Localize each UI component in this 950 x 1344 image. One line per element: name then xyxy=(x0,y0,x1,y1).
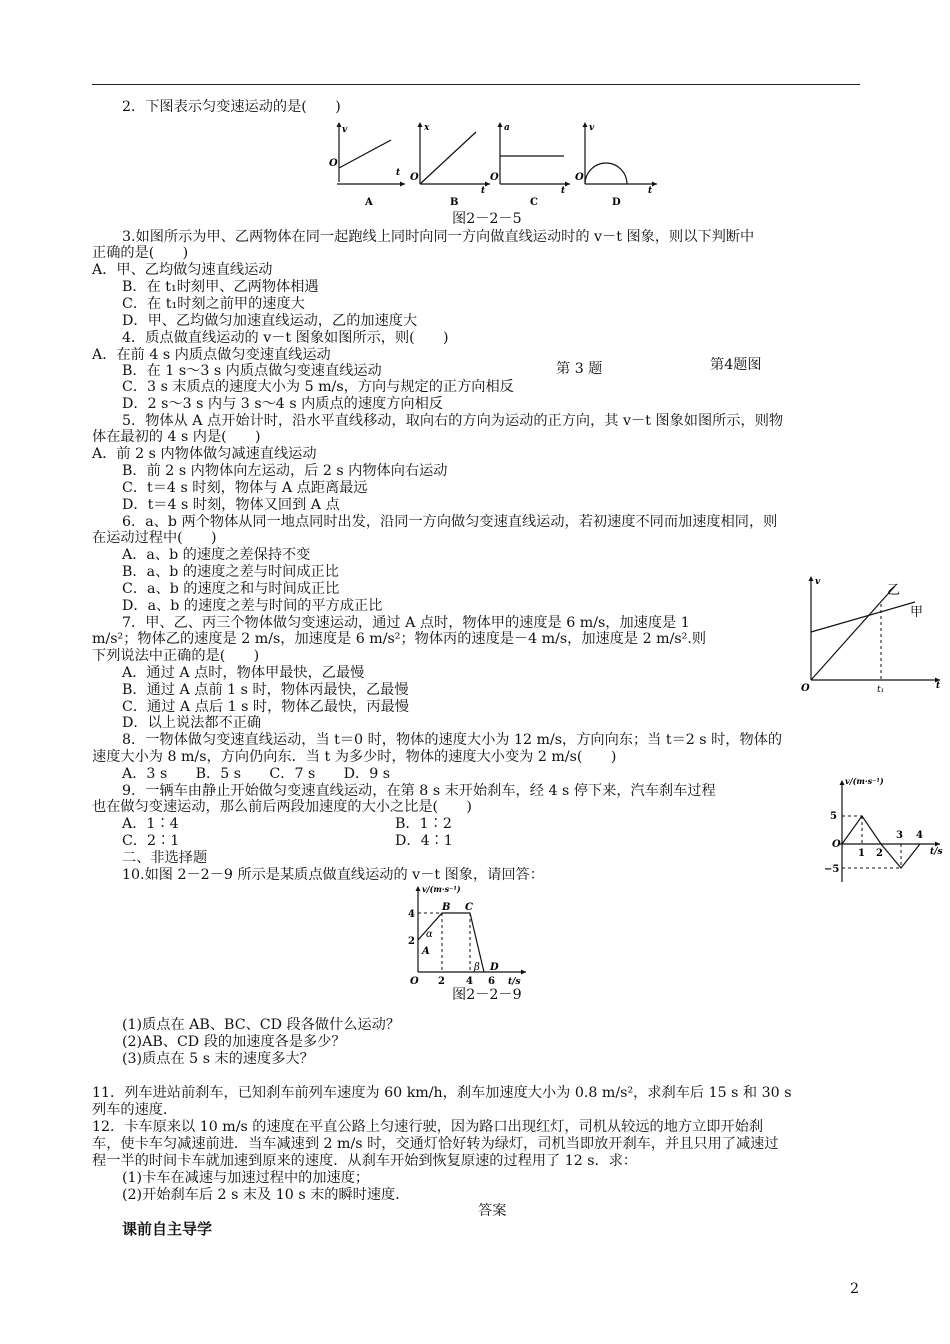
q4-option-c: C．3 s 末质点的速度大小为 5 m/s，方向与规定的正方向相反 xyxy=(122,379,514,395)
t1-label: t₁ xyxy=(877,685,885,695)
q9-stem-2: 也在做匀变速运动，那么前后两段加速度的大小之比是( ) xyxy=(92,799,472,815)
tick-2: 2 xyxy=(876,848,883,859)
q3-option-a: A．甲、乙均做匀速直线运动 xyxy=(92,262,273,278)
series-jia-line xyxy=(811,602,915,632)
q9-stem-1: 9．一辆车由静止开始做匀变速直线运动，在第 8 s 末开始刹车，经 4 s 停下来，汽车刹车过程 xyxy=(122,783,716,799)
q10-stem: 10.如图 2－2－9 所示是某质点做直线运动的 v－t 图象，请回答： xyxy=(122,867,544,883)
q4-option-d: D．2 s～3 s 内与 3 s～4 s 内质点的速度方向相反 xyxy=(122,396,443,412)
q4-figure xyxy=(812,774,947,886)
answer-title: 答案 xyxy=(478,1203,507,1219)
q2-graph-c xyxy=(490,118,580,208)
tick-y2: 2 xyxy=(408,936,415,947)
q5-stem-2: 体在最初的 4 s 内是( ) xyxy=(92,429,261,445)
axis-y-label: v/(m·s⁻¹) xyxy=(845,776,884,786)
q7-option-a: A．通过 A 点时，物体甲最快，乙最慢 xyxy=(122,665,365,681)
origin-label: O xyxy=(575,172,584,183)
q6-option-b: B．a、b 的速度之差与时间成正比 xyxy=(122,564,339,580)
q4-option-a: A．在前 4 s 内质点做匀变速直线运动 xyxy=(92,347,331,363)
tick-x4: 4 xyxy=(466,976,473,987)
axis-x-label: t xyxy=(481,186,486,196)
tick-x2: 2 xyxy=(438,976,445,987)
tick-3: 3 xyxy=(896,830,903,841)
q6-stem-2: 在运动过程中( ) xyxy=(92,530,217,546)
q6-option-a: A．a、b 的速度之差保持不变 xyxy=(122,547,311,563)
y-axis-arrow xyxy=(583,122,588,127)
axis-y-label: v xyxy=(342,125,348,135)
q4-option-b: B．在 1 s～3 s 内质点做匀变速直线运动 xyxy=(122,363,382,379)
axis-y-label: v xyxy=(589,123,595,133)
q9-option-d: D．4∶1 xyxy=(395,833,453,849)
axis-x-label: t xyxy=(396,168,401,178)
q3-stem-1: 3.如图所示为甲、乙两物体在同一起跑线上同时向同一方向做直线运动时的 v－t 图象，则以下判断中 xyxy=(122,229,755,245)
q5-stem-1: 5．物体从 A 点开始计时，沿水平直线移动，取向右的方向为运动的正方向，其 v－t 图象如图所示，则物 xyxy=(122,413,784,429)
axis-x-label: t/s xyxy=(508,977,521,987)
q11-line-2: 列车的速度． xyxy=(92,1102,178,1118)
angle-alpha-label: α xyxy=(426,929,433,940)
q12-line-2: 车，使卡车匀减速前进．当车减速到 2 m/s 时，交通灯恰好转为绿灯，司机当即放开刹车，并且只用了减速过 xyxy=(92,1136,779,1152)
series-yi-line xyxy=(811,586,895,680)
series-jia-label: 甲 xyxy=(910,605,924,620)
x-axis-arrow xyxy=(652,182,657,187)
axis-x-label: t xyxy=(936,681,941,691)
q9-option-c: C．2∶1 xyxy=(122,833,180,849)
option-label: D xyxy=(612,197,621,208)
x-axis-arrow xyxy=(521,970,526,975)
header-rule xyxy=(92,84,860,85)
q5-option-a: A．前 2 s 内物体做匀减速直线运动 xyxy=(92,446,317,462)
q2-graph-a xyxy=(325,118,415,208)
tick-y4: 4 xyxy=(408,909,415,920)
origin-label: O xyxy=(410,172,419,183)
q8-stem-2: 速度大小为 8 m/s，方向仍向东．当 t 为多少时，物体的速度大小变为 2 m/s( ) xyxy=(92,749,617,765)
q10-sub-1: (1)质点在 AB、BC、CD 段各做什么运动？ xyxy=(122,1017,401,1033)
tick-1: 1 xyxy=(858,848,865,859)
tick-x6: 6 xyxy=(488,976,495,987)
series-yi-label: 乙 xyxy=(887,583,901,598)
q5-option-d: D．t＝4 s 时刻，物体又回到 A 点 xyxy=(122,497,340,513)
origin-label: O xyxy=(832,839,841,850)
y-axis-arrow xyxy=(418,122,423,127)
q3-figure-label: 第 3 题 xyxy=(556,361,603,377)
x-axis-arrow xyxy=(935,842,940,847)
origin-label: O xyxy=(329,158,338,169)
q7-option-b: B．通过 A 点前 1 s 时，物体丙最快，乙最慢 xyxy=(122,682,409,698)
q10-caption: 图2－2－9 xyxy=(452,987,522,1003)
origin-label: O xyxy=(801,683,810,694)
angle-beta-label: β xyxy=(474,962,480,973)
option-label: C xyxy=(530,197,538,208)
origin-label: O xyxy=(410,976,419,987)
tick-5: 5 xyxy=(830,811,837,822)
q2-stem: 2．下图表示匀变速运动的是( ) xyxy=(122,99,341,115)
axis-y-label: v/(m·s⁻¹) xyxy=(422,884,461,894)
x-axis-arrow xyxy=(565,182,570,187)
q12-line-3: 程一半的时间卡车就加速到原来的速度．从刹车开始到恢复原速的过程用了 12 s．求： xyxy=(92,1153,638,1169)
y-axis-arrow xyxy=(809,576,814,581)
q9-option-b: B．1∶2 xyxy=(395,816,452,832)
page-number: 2 xyxy=(850,1281,860,1297)
point-b-label: B xyxy=(442,902,451,913)
q6-option-c: C．a、b 的速度之和与时间成正比 xyxy=(122,581,340,597)
graph-polyline xyxy=(842,816,920,868)
q4-figure-label: 第4题图 xyxy=(710,357,762,373)
point-c-label: C xyxy=(465,902,473,913)
q3-figure xyxy=(795,572,945,694)
q3-option-d: D．甲、乙均做匀加速直线运动，乙的加速度大 xyxy=(122,313,418,329)
option-label: A xyxy=(365,197,373,208)
y-axis-arrow xyxy=(840,780,845,785)
q10-figure xyxy=(398,882,538,992)
q3-option-b: B．在 t₁时刻甲、乙两物体相遇 xyxy=(122,279,319,295)
q8-stem-1: 8．一物体做匀变速直线运动，当 t＝0 时，物体的速度大小为 12 m/s，方向向东；当 t＝2 s 时，物体的 xyxy=(122,732,783,748)
q11-line-1: 11．列车进站前刹车，已知刹车前列车速度为 60 km/h，刹车加速度大小为 0.8 m/s²，求刹车后 15 s 和 30 s xyxy=(92,1085,792,1101)
axis-x-label: t xyxy=(561,186,566,196)
q3-option-c: C．在 t₁时刻之前甲的速度大 xyxy=(122,296,305,312)
option-label: B xyxy=(450,197,459,208)
section-title: 课前自主导学 xyxy=(122,1220,213,1238)
q7-stem-3: 下列说法中正确的是( ) xyxy=(92,648,260,664)
point-a-label: A xyxy=(422,946,430,957)
q10-sub-2: (2)AB、CD 段的加速度各是多少？ xyxy=(122,1034,346,1050)
q7-stem-1: 7．甲、乙、丙三个物体做匀变速运动，通过 A 点时，物体甲的速度是 6 m/s，加速度是 1 xyxy=(122,615,690,631)
y-axis-arrow xyxy=(498,122,503,127)
q9-option-a: A．1∶4 xyxy=(122,816,179,832)
axis-x-label: t xyxy=(648,186,653,196)
tick-minus-5: −5 xyxy=(824,864,840,875)
q5-option-c: C．t＝4 s 时刻，物体与 A 点距离最远 xyxy=(122,480,368,496)
axis-y-label: v xyxy=(815,577,821,587)
q7-option-d: D．以上说法都不正确 xyxy=(122,715,262,731)
q2-graph-d xyxy=(575,118,665,208)
q4-stem: 4．质点做直线运动的 v－t 图象如图所示，则( ) xyxy=(122,330,449,346)
q12-sub-2: (2)开始刹车后 2 s 末及 10 s 末的瞬时速度． xyxy=(122,1187,410,1203)
q12-line-1: 12．卡车原来以 10 m/s 的速度在平直公路上匀速行驶，因为路口出现红灯，司机从较远的地方立即开始刹 xyxy=(92,1119,764,1135)
x-axis-arrow xyxy=(400,182,405,187)
q7-stem-2: m/s²；物体乙的速度是 2 m/s，加速度是 6 m/s²；物体丙的速度是－4 m/s，加速度是 2 m/s².则 xyxy=(92,631,707,647)
axis-x-label: t/s xyxy=(930,847,943,857)
q8-options: A．3 s B．5 s C．7 s D．9 s xyxy=(122,766,391,782)
q6-stem-1: 6．a、b 两个物体从同一地点同时出发，沿同一方向做匀变速直线运动，若初速度不同而加速度相同，则 xyxy=(122,514,778,530)
origin-label: O xyxy=(490,172,499,183)
q3-stem-2: 正确的是( ) xyxy=(92,245,189,261)
q7-option-c: C．通过 A 点后 1 s 时，物体乙最快，丙最慢 xyxy=(122,699,409,715)
section-2-heading: 二、非选择题 xyxy=(122,850,208,866)
q2-graph-b xyxy=(410,118,500,208)
point-d-label: D xyxy=(490,962,499,973)
graph-arc xyxy=(585,163,627,184)
graph-line xyxy=(339,140,391,168)
y-axis-arrow xyxy=(337,122,342,127)
graph-line xyxy=(420,132,476,184)
q5-option-b: B．前 2 s 内物体向左运动，后 2 s 内物体向右运动 xyxy=(122,463,448,479)
y-axis-arrow xyxy=(416,886,421,891)
q10-sub-3: (3)质点在 5 s 末的速度多大？ xyxy=(122,1051,314,1067)
q2-caption: 图2－2－5 xyxy=(452,211,522,227)
q12-sub-1: (1)卡车在减速与加速过程中的加速度； xyxy=(122,1170,370,1186)
tick-4: 4 xyxy=(916,830,923,841)
axis-y-label: x xyxy=(424,123,430,133)
q6-option-d: D．a、b 的速度之差与时间的平方成正比 xyxy=(122,598,383,614)
axis-y-label: a xyxy=(504,123,510,133)
